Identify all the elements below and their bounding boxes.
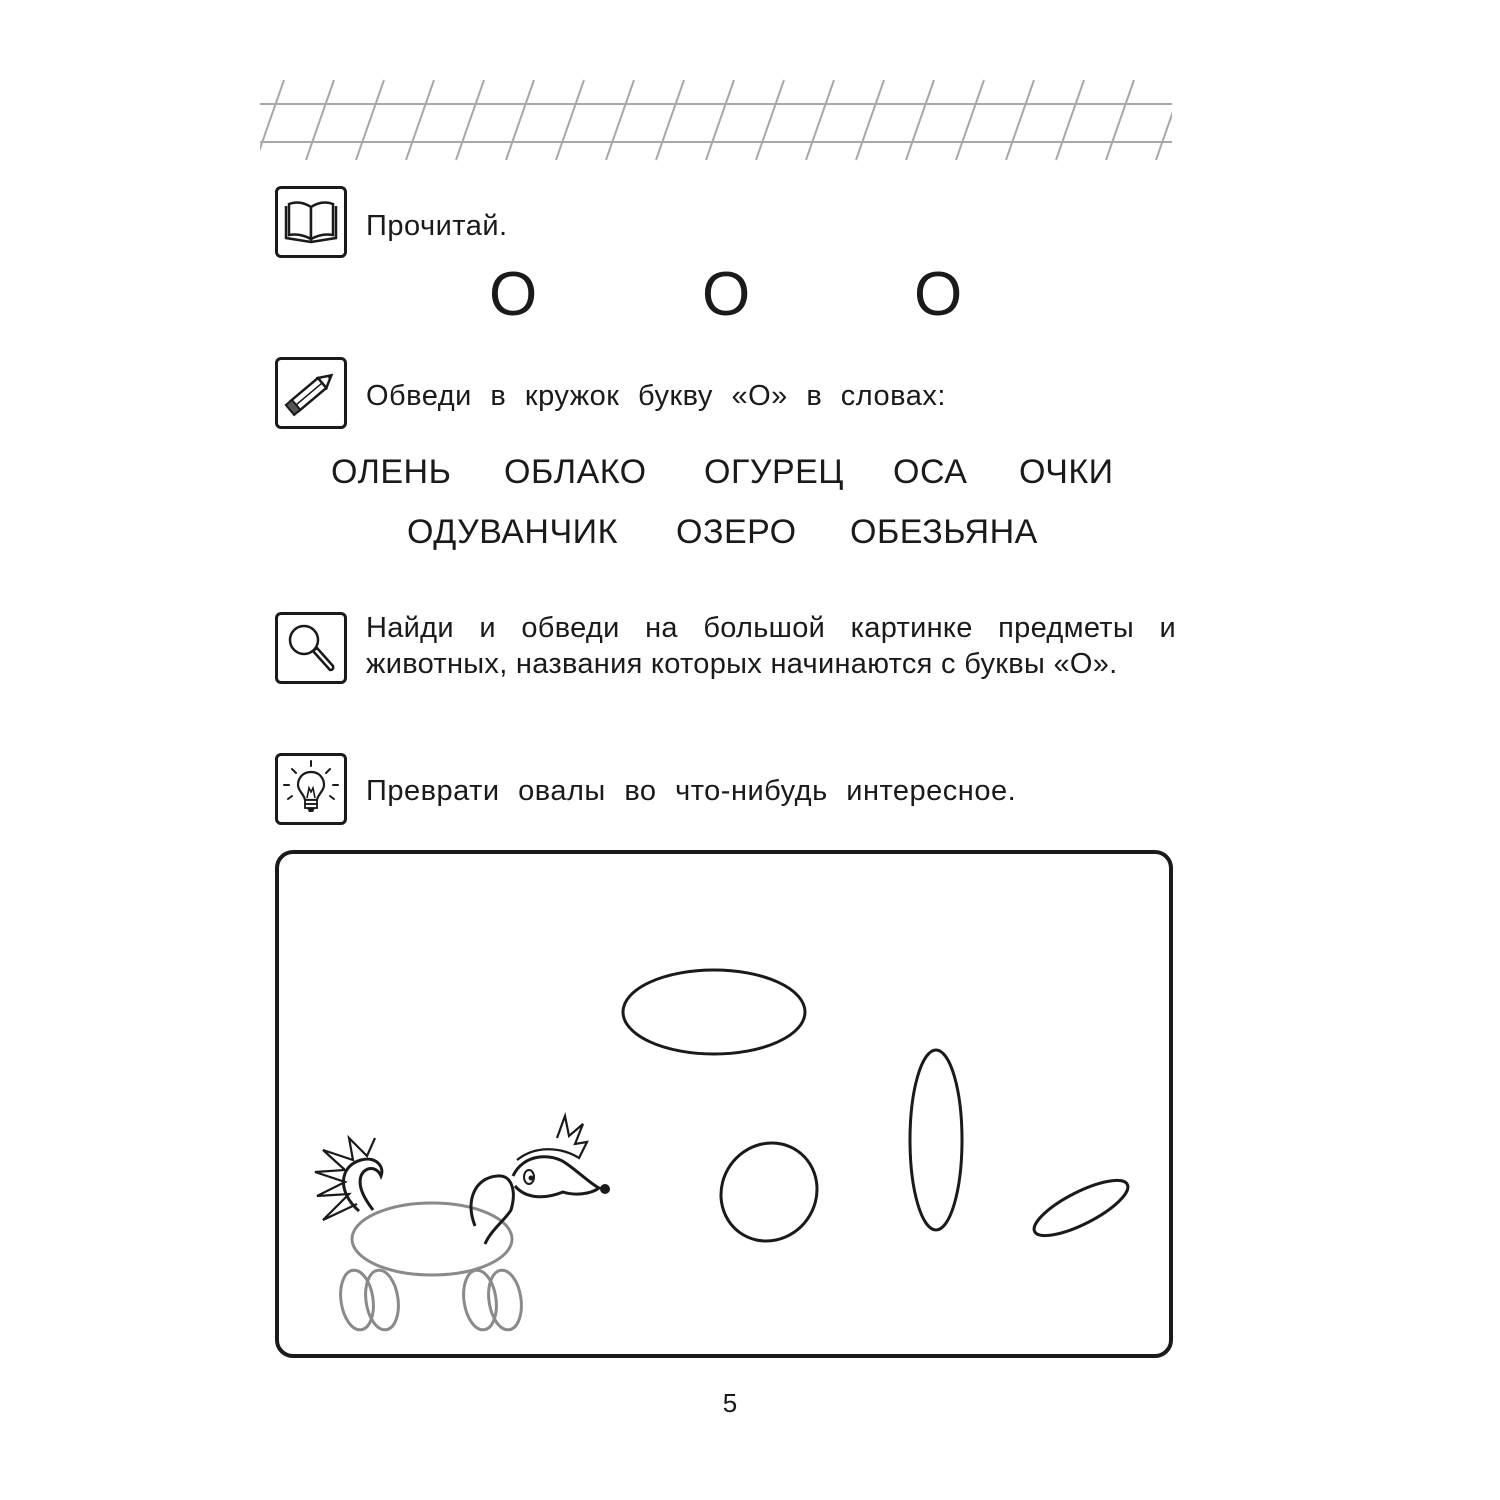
drawing-area[interactable] [275, 850, 1173, 1358]
slant-line [556, 80, 584, 160]
task-find-text: Найди и обведи на большой картинке предметы и животных, названия которых начинаются с буквы «О». [366, 612, 1176, 680]
word-oduvanchik: ОДУВАНЧИК [407, 513, 618, 551]
slant-line [956, 80, 984, 160]
pencil-icon [275, 357, 347, 429]
word-obezyana: ОБЕЗЬЯНА [850, 513, 1038, 551]
slant-line [906, 80, 934, 160]
slant-line [606, 80, 634, 160]
slant-line [1006, 80, 1034, 160]
slant-line [1056, 80, 1084, 160]
open-book-icon [275, 186, 347, 258]
handwriting-lines [260, 72, 1172, 162]
slant-line [356, 80, 384, 160]
slant-line [706, 80, 734, 160]
slant-line [1156, 80, 1172, 160]
letter-o-3: О [914, 260, 963, 329]
slant-line [856, 80, 884, 160]
slant-line [506, 80, 534, 160]
letter-o-2: О [702, 260, 751, 329]
magnifier-icon [275, 612, 347, 684]
letter-o-1: О [489, 260, 538, 329]
oval-horizontal [623, 970, 805, 1054]
word-oblako: ОБЛАКО [504, 453, 647, 491]
slant-line [260, 80, 284, 160]
lightbulb-icon [275, 753, 347, 825]
oval-tilted [1027, 1170, 1134, 1246]
task-draw-text: Преврати овалы во что-нибудь интересное. [366, 775, 1017, 807]
oval-vertical [910, 1050, 962, 1230]
task-circle-text: Обведи в кружок букву «О» в словах: [366, 380, 946, 412]
slant-line [1106, 80, 1134, 160]
slant-line [406, 80, 434, 160]
slant-line [656, 80, 684, 160]
slant-line [306, 80, 334, 160]
oval-egg [702, 1124, 836, 1260]
slant-line [456, 80, 484, 160]
page-number: 5 [722, 1388, 738, 1418]
example-dog-drawing [315, 1116, 610, 1332]
slant-line [806, 80, 834, 160]
word-ogurets: ОГУРЕЦ [704, 453, 844, 491]
task-read-text: Прочитай. [366, 210, 508, 242]
word-ozero: ОЗЕРО [676, 513, 797, 551]
word-osa: ОСА [893, 453, 968, 491]
word-ochki: ОЧКИ [1019, 453, 1114, 491]
word-olen: ОЛЕНЬ [331, 453, 452, 491]
slant-line [756, 80, 784, 160]
